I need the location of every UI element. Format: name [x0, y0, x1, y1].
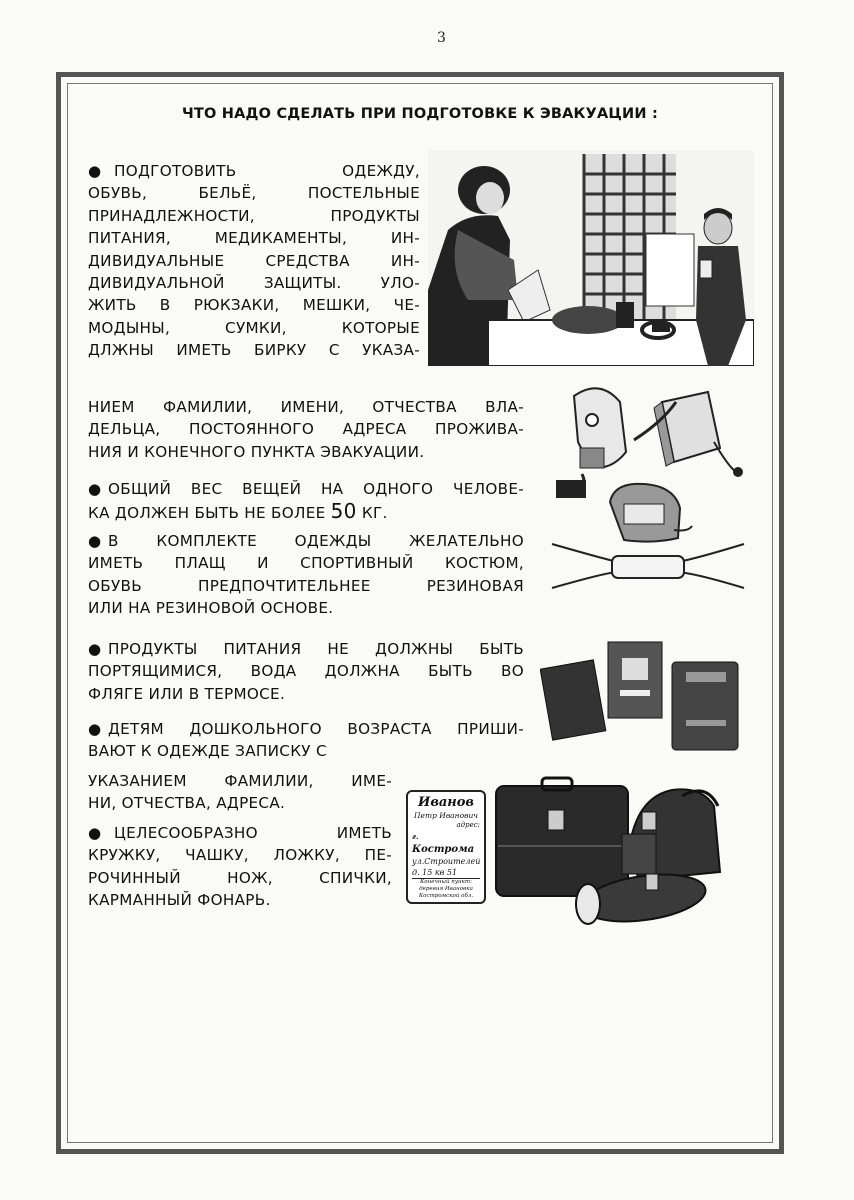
bullet-icon: ●: [88, 640, 102, 658]
item-useful-items: ● ЦЕЛЕСООБРАЗНО ИМЕТЬ КРУЖКУ, ЧАШКУ, ЛОЖКУ, ПЕ- РОЧИННЫЙ НОЖ, СПИЧКИ, КАРМАННЫЙ ФОНАРЬ.: [88, 824, 392, 910]
item-clothing-set: ● В КОМПЛЕКТЕ ОДЕЖДЫ ЖЕЛАТЕЛЬНО ИМЕТЬ ПЛАЩ И СПОРТИВНЫЙ КОСТЮМ, ОБУВЬ ПРЕДПОЧТИТЕЛЬНЕЕ РЕЗИНОВАЯ ИЛИ НА РЕЗИНОВОЙ ОСНОВЕ.: [88, 532, 524, 618]
bullet-icon: ●: [88, 824, 102, 842]
name-tag-street: Строителей: [424, 857, 481, 866]
page-number: 3: [437, 30, 446, 46]
luggage-illustration: [492, 776, 750, 926]
name-tag-address-label: адрес:: [456, 821, 480, 829]
item-prepare-belongings-cont: НИЕМ ФАМИЛИИ, ИМЕНИ, ОТЧЕСТВА ВЛА- ДЕЛЬЦА, ПОСТОЯННОГО АДРЕСА ПРОЖИВА- НИЯ И КОНЕЧНОГО ПУНКТА ЭВАКУАЦИИ.: [88, 398, 524, 461]
name-tag-name: Петр Иванович: [414, 811, 478, 820]
item-weight-limit: ● ОБЩИЙ ВЕС ВЕЩЕЙ НА ОДНОГО ЧЕЛОВЕ- КА ДОЛЖЕН БЫТЬ НЕ БОЛЕЕ 50 КГ.: [88, 480, 524, 524]
bullet-icon: ●: [88, 162, 102, 180]
name-tag-destination: Конечный пункт:: [420, 879, 472, 885]
page-title: ЧТО НАДО СДЕЛАТЬ ПРИ ПОДГОТОВКЕ К ЭВАКУАЦИИ :: [182, 106, 658, 122]
item-prepare-belongings: ● ПОДГОТОВИТЬ ОДЕЖДУ, ОБУВЬ, БЕЛЬЁ, ПОСТЕЛЬНЫЕ ПРИНАДЛЕЖНОСТИ, ПРОДУКТЫ ПИТАНИЯ, МЕДИКАМЕНТЫ, ИН- ДИВИДУАЛЬНЫЕ СРЕДСТВА ИН- ДИВИДУАЛЬНОЙ ЗАЩИТЫ. УЛО- ЖИТЬ В РЮКЗАКИ, МЕШКИ, ЧЕ- МОДЫНЫ, СУМКИ, КОТОРЫЕ ДЛЖНЫ ИМЕТЬ БИРКУ С УКАЗА-: [88, 162, 420, 360]
documents-illustration: [540, 636, 746, 752]
item-children-note: ● ДЕТЯМ ДОШКОЛЬНОГО ВОЗРАСТА ПРИШИ- ВАЮТ К ОДЕЖДЕ ЗАПИСКУ С: [88, 720, 524, 761]
item-children-note-cont: УКАЗАНИЕМ ФАМИЛИИ, ИМЕ- НИ, ОТЧЕСТВА, АДРЕСА.: [88, 772, 392, 813]
item-food: ● ПРОДУКТЫ ПИТАНИЯ НЕ ДОЛЖНЫ БЫТЬ ПОРТЯЩИМИСЯ, ВОДА ДОЛЖНА БЫТЬ ВО ФЛЯГЕ ИЛИ В ТЕРМОСЕ.: [88, 640, 524, 703]
bullet-icon: ●: [88, 480, 102, 498]
name-tag: Иванов Петр Иванович адрес: г. Кострома ул.Строителей д. 15 кв 51 Конечный пункт: деревня Ивановка Костромской обл.: [406, 790, 486, 904]
name-tag-city: Кострома: [412, 844, 475, 855]
protective-hood-illustration: [604, 482, 696, 544]
name-tag-surname: Иванов: [418, 795, 474, 810]
bullet-icon: ●: [88, 720, 102, 738]
packing-family-illustration: [428, 150, 754, 366]
name-tag-house: 15 кв 51: [422, 868, 458, 877]
bullet-icon: ●: [88, 532, 102, 550]
weight-value: 50: [330, 499, 357, 524]
gauze-bandage-illustration: [548, 542, 748, 590]
